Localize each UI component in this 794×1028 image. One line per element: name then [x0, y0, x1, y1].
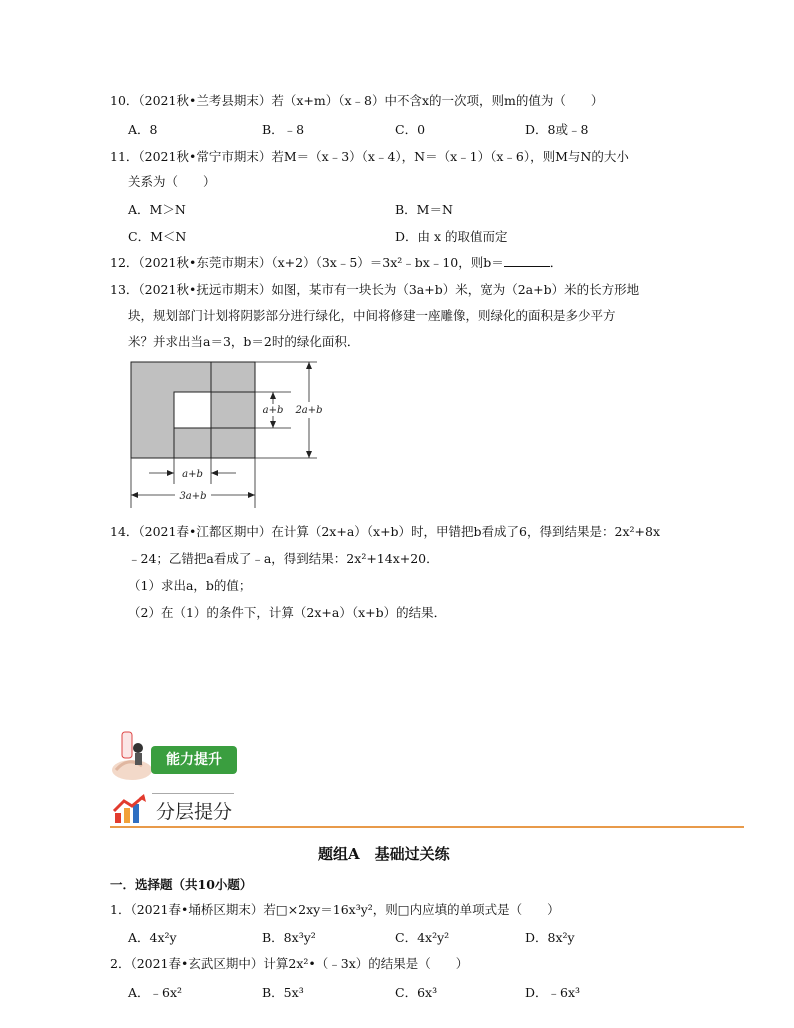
- ability-badge: 能力提升: [151, 746, 237, 774]
- q10-option-a: A．8: [128, 122, 158, 137]
- q13-line3: 米？并求出当a＝3，b＝2时的绿化面积．: [128, 334, 360, 349]
- q10-stem: 10．（2021秋•兰考县期末）若（x+m）（x﹣8）中不含x的一次项，则m的值为（ ）: [110, 93, 604, 108]
- a1-option-d: D．8x²y: [525, 930, 575, 945]
- q14-line1: 14．（2021春•江都区期中）在计算（2x+a）（x+b）时，甲错把b看成了6，得到结果是：2x²+8x: [110, 524, 660, 539]
- q11-option-a: A．M＞N: [128, 202, 186, 217]
- q11-stem-line1: 11．（2021秋•常宁市期末）若M＝（x﹣3）（x﹣4），N＝（x﹣1）（x﹣6），则M与N的大小: [110, 149, 629, 164]
- feature-divider: [152, 793, 234, 794]
- a2-option-b: B．5x³: [262, 985, 304, 1000]
- a2-option-c: C．6x³: [395, 985, 438, 1000]
- q14-sub1: （1）求出a，b的值；: [128, 578, 252, 593]
- a1-stem: 1．（2021春•埇桥区期末）若□×2xy＝16x³y²，则□内应填的单项式是（ ）: [110, 902, 560, 917]
- label-outer-h: 2a+b: [295, 405, 323, 416]
- a1-option-c: C．4x²y²: [395, 930, 450, 945]
- label-inner-h: a+b: [262, 405, 284, 416]
- section-rule: [110, 826, 744, 828]
- label-outer-w: 3a+b: [179, 491, 207, 502]
- q12-tail: ．: [549, 255, 563, 270]
- q10-option-c: C．0: [395, 122, 426, 137]
- center-square: [174, 392, 211, 428]
- a1-option-a: A．4x²y: [128, 930, 177, 945]
- q12-blank: [504, 254, 550, 267]
- q12-stem: [110, 254, 562, 272]
- group-title: 题组A 基础过关练: [318, 845, 450, 863]
- q10-option-d: D．8或﹣8: [525, 122, 589, 137]
- q11-stem-line2: 关系为（ ）: [128, 174, 216, 189]
- label-inner-w: a+b: [182, 469, 203, 480]
- q14-line2: ﹣24；乙错把a看成了﹣a，得到结果：2x²+14x+20．: [128, 551, 439, 566]
- q13-line1: 13．（2021秋•抚远市期末）如图，某市有一块长为（3a+b）米，宽为（2a+b）米的长方形地: [110, 282, 640, 297]
- q14-sub2: （2）在（1）的条件下，计算（2x+a）（x+b）的结果．: [128, 605, 447, 620]
- q10-option-b: B．﹣8: [262, 122, 305, 137]
- q11-option-b: B．M＝N: [395, 202, 453, 217]
- a1-option-b: B．8x³y²: [262, 930, 316, 945]
- a2-option-d: D．﹣6x³: [525, 985, 581, 1000]
- q11-option-c: C．M＜N: [128, 229, 187, 244]
- q13-figure: [125, 356, 330, 514]
- a2-option-a: A．﹣6x²: [128, 985, 183, 1000]
- part-title: 一．选择题（共10小题）: [110, 877, 253, 892]
- growth-chart-icon: [112, 793, 148, 825]
- a2-stem: 2．（2021春•玄武区期中）计算2x²•（﹣3x）的结果是（ ）: [110, 956, 469, 971]
- q12-text: 12．（2021秋•东莞市期末）（x+2）（3x﹣5）＝3x²﹣bx﹣10，则b＝: [110, 255, 504, 270]
- q11-option-d: D．由 x 的取值而定: [395, 229, 508, 244]
- feature-title: 分层提分: [156, 801, 233, 823]
- q13-line2: 块，规划部门计划将阴影部分进行绿化，中间将修建一座雕像，则绿化的面积是多少平方: [128, 308, 616, 323]
